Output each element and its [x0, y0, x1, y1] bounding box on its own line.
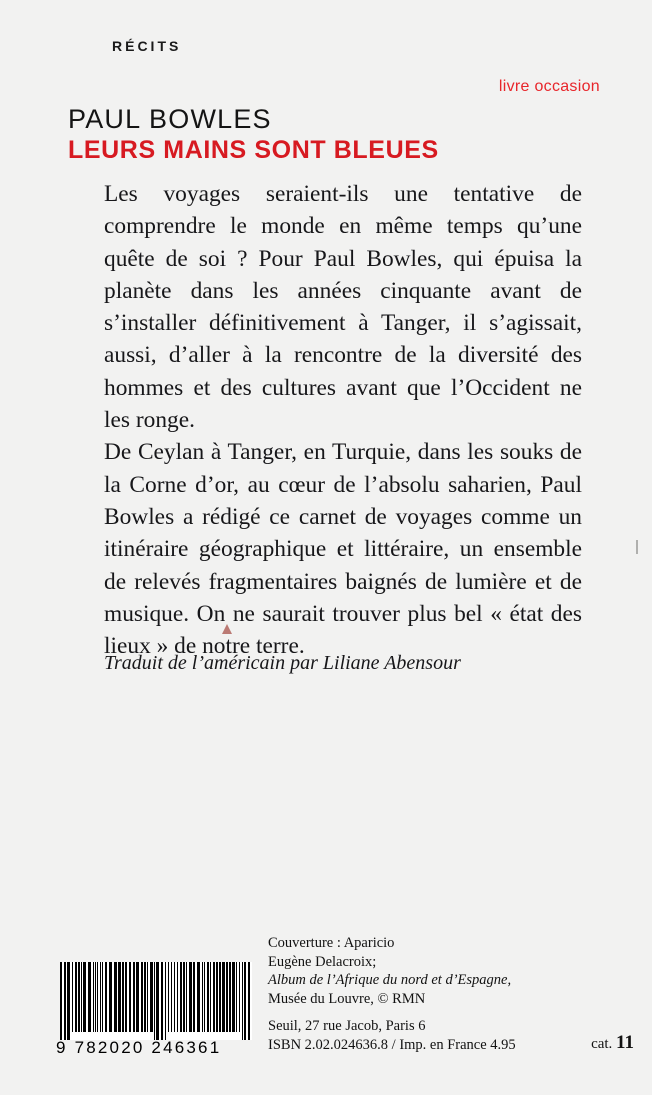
barcode-bar	[244, 962, 247, 1040]
barcode-bar	[64, 962, 67, 1040]
barcode-bar	[75, 962, 77, 1032]
barcode-bar	[183, 962, 185, 1032]
barcode-bar	[197, 962, 200, 1032]
barcode-bar	[67, 962, 70, 1040]
catalog-number	[591, 1032, 634, 1054]
book-title: LEURS MAINS SONT BLEUES	[68, 136, 439, 164]
barcode-bar	[236, 962, 237, 1032]
barcode-bar	[180, 962, 182, 1032]
catalog-value: 11	[616, 1032, 634, 1053]
collection-label: RÉCITS	[112, 38, 182, 54]
barcode-bar	[100, 962, 101, 1032]
barcode-bar	[95, 962, 97, 1032]
barcode-bar	[129, 962, 131, 1032]
barcode-bar	[204, 962, 205, 1032]
barcode-bar	[161, 962, 163, 1040]
barcode-bar	[207, 962, 209, 1032]
isbn-line: ISBN 2.02.024636.8 / Imp. en France 4.95	[268, 1036, 516, 1053]
barcode-bar	[177, 962, 178, 1032]
barcode-bar	[189, 962, 192, 1032]
blurb-paragraph-1: Les voyages seraient-ils une tentative de comprendre le monde en même temps qu’une quête de soi ? Pour Paul Bowles, qui épuisa la planète dans les années cinquante avant de s’installer définitivement à Tanger, il s’agissait, aussi, d’aller à la rencontre de la diversité des hommes et des cultures avant que l’Occident ne les ronge.	[104, 181, 582, 434]
barcode-bar	[154, 962, 156, 1040]
translator-credit: Traduit de l’américain par Liliane Abensour	[104, 652, 461, 674]
barcode-bar	[81, 962, 82, 1032]
barcode-bar	[115, 962, 117, 1032]
barcode-bar	[105, 962, 107, 1032]
blurb-text	[104, 178, 582, 662]
imprint-block	[268, 934, 568, 1054]
cover-credit-line-1: Couverture : Aparicio	[268, 935, 395, 951]
cover-credit-line-3: Album de l’Afrique du nord et d’Espagne,	[268, 972, 512, 988]
barcode-bar	[88, 962, 91, 1032]
barcode-bar	[133, 962, 135, 1032]
edge-mark-icon	[636, 540, 638, 554]
barcode-image	[60, 962, 252, 1040]
blurb-paragraph-2: De Ceylan à Tanger, en Turquie, dans les souks de la Corne d’or, au cœur de l’absolu saharien, Paul Bowles a rédigé ce carnet de voyages comme un itinéraire géographique et littéraire, un ensemble de relevés fragmentaires baignés de lumière et de musique. On ne saurait trouver plus bel « état des lieux » de notre terre.	[104, 439, 582, 660]
author-name: PAUL BOWLES	[68, 104, 272, 134]
barcode-bar	[114, 962, 115, 1032]
barcode-bar	[239, 962, 240, 1032]
barcode-bar	[147, 962, 148, 1032]
publisher-address: Seuil, 27 rue Jacob, Paris 6	[268, 1018, 426, 1034]
barcode-bar	[242, 962, 243, 1040]
barcode-bar	[171, 962, 172, 1032]
barcode-bar	[60, 962, 62, 1040]
cover-credit-line-2: Eugène Delacroix;	[268, 953, 377, 970]
barcode-bar	[219, 962, 222, 1032]
barcode-bar	[232, 962, 235, 1032]
cover-credit-line-4: Musée du Louvre, © RMN	[268, 990, 426, 1007]
barcode-bar	[97, 962, 98, 1032]
barcode-bar	[229, 962, 231, 1032]
barcode-bar	[122, 962, 124, 1032]
barcode-bar	[174, 962, 175, 1032]
barcode-bar	[165, 962, 166, 1040]
barcode-bar	[141, 962, 144, 1032]
barcode-bar	[136, 962, 139, 1032]
barcode-bar	[109, 962, 112, 1032]
barcode-bar	[125, 962, 128, 1032]
barcode-bar	[193, 962, 195, 1032]
barcode-bar	[248, 962, 250, 1040]
barcode-bar	[72, 962, 73, 1032]
barcode-bar	[210, 962, 211, 1032]
barcode-digits: 9 782020 246361	[56, 1038, 222, 1057]
barcode-bar	[213, 962, 215, 1032]
barcode-bar	[150, 962, 153, 1032]
barcode-bar	[222, 962, 225, 1032]
barcode-bar	[144, 962, 146, 1032]
catalog-label: cat.	[591, 1036, 613, 1052]
pencil-mark-icon	[222, 624, 232, 634]
barcode-bar	[202, 962, 203, 1032]
barcode-bar	[186, 962, 188, 1032]
barcode-bar	[102, 962, 103, 1032]
barcode-bar	[216, 962, 218, 1032]
barcode-bar	[156, 962, 159, 1040]
barcode-bar	[78, 962, 80, 1032]
barcode-bar	[226, 962, 229, 1032]
watermark-livre-occasion: livre occasion	[498, 78, 600, 95]
barcode-bar	[83, 962, 86, 1032]
barcode-bar	[168, 962, 170, 1032]
barcode-bar	[118, 962, 121, 1032]
barcode-bar	[93, 962, 94, 1032]
